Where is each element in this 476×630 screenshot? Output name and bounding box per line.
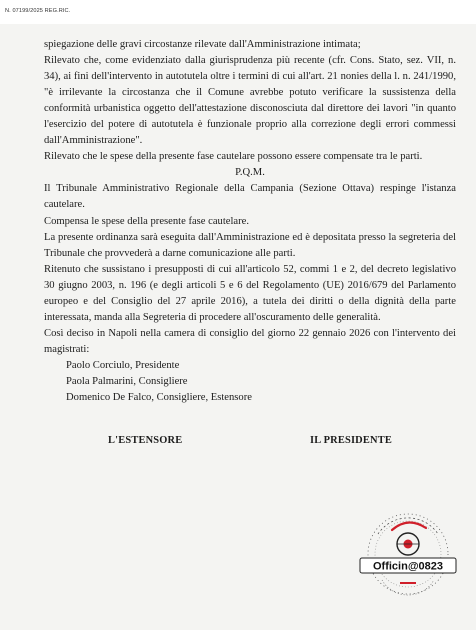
- magistrate: Paolo Corciulo, Presidente: [66, 359, 180, 371]
- pqm-heading: P.Q.M.: [235, 167, 265, 179]
- paragraph: Rilevato che, come evidenziato dalla giurisprudenza più recente (cfr. Cons. Stato, sez. VII, n. 34), ai fini dell'intervento in autotutela oltre i termini di cui all'art. 21 nonies della l. n. 241/1990, "è irrilevante la circostanza che il Comune avrebbe potuto verificare la sussistenza della conformità urbanistica oggetto dell'attestazione disconosciuta dal direttore dei lavori "in quanto l'esercizio del potere di autotutela è funzionale proprio alla correzione degli errori commessi dall'Amministrazione".: [44, 55, 456, 147]
- magistrate: Domenico De Falco, Consigliere, Estensore: [66, 392, 252, 404]
- logo-wordmark: Officin@0823: [372, 560, 444, 573]
- officina-logo-icon: [352, 508, 464, 600]
- ruling-paragraph: Così deciso in Napoli nella camera di consiglio del giorno 22 gennaio 2026 con l'intervento dei magistrati:: [44, 327, 456, 355]
- signature-extensor: L'ESTENSORE: [108, 435, 183, 447]
- paragraph: Rilevato che le spese della presente fase cautelare possono essere compensate tra le parti.: [44, 151, 423, 163]
- ruling-paragraph: Compensa le spese della presente fase cautelare.: [44, 215, 250, 227]
- registry-number: N. 07199/2025 REG.RIC.: [5, 8, 71, 14]
- magistrates-list: [44, 358, 456, 406]
- ruling-paragraph: La presente ordinanza sarà eseguita dall'Amministrazione ed è depositata presso la segreteria del Tribunale che provvederà a darne comunicazione alle parti.: [44, 231, 456, 259]
- header-bar: [0, 0, 476, 24]
- magistrate: Paola Palmarini, Consigliere: [66, 375, 188, 387]
- paragraph: spiegazione delle gravi circostanze rilevate dall'Amministrazione intimata;: [44, 39, 361, 50]
- ruling-paragraph: Il Tribunale Amministrativo Regionale della Campania (Sezione Ottava) respinge l'istanza cautelare.: [44, 183, 456, 211]
- signature-president: IL PRESIDENTE: [309, 435, 392, 447]
- ruling-paragraph: Ritenuto che sussistano i presupposti di cui all'articolo 52, commi 1 e 2, del decreto legislativo 30 giugno 2003, n. 196 (e degli articoli 5 e 6 del Regolamento (UE) 2016/679 del Parlamento europeo e del Consiglio del 27 aprile 2016), a tutela dei diritti o della dignità della parte interessata, manda alla Segreteria di procedere all'oscuramento delle generalità.: [44, 263, 456, 323]
- signature-row: [44, 433, 456, 449]
- document-body: [44, 37, 456, 449]
